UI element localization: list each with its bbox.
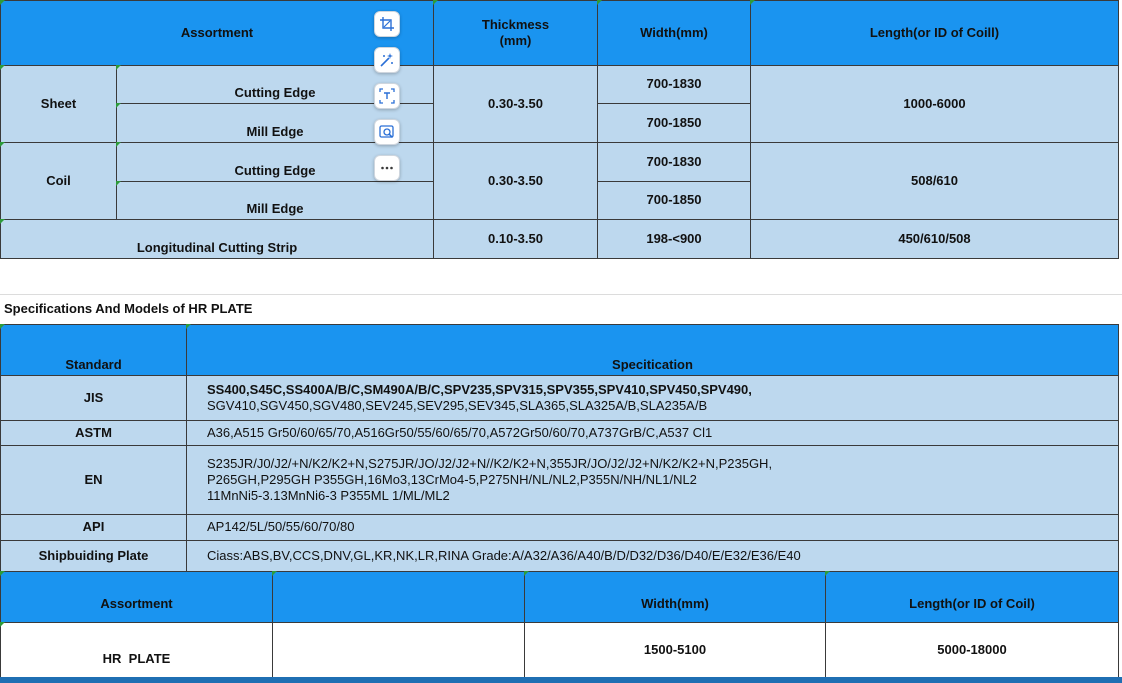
spec-jis xyxy=(186,375,1119,421)
coil-width-cutting: 700-1830 xyxy=(646,153,702,169)
coil-label: Coil xyxy=(46,172,71,188)
strip-thickness-cell xyxy=(433,219,598,259)
hr-header-assortment-label: Assortment xyxy=(100,595,173,611)
spec-line: A36,A515 Gr50/60/65/70,A516Gr50/55/60/65/70,A572Gr50/60/70,A737GrB/C,A537 Cl1 xyxy=(207,424,713,440)
header-length-label: Length(or ID of Coill) xyxy=(869,24,1000,40)
spec-line: P265GH,P295GH P355GH,16Mo3,13CrMo4-5,P275NH/NL/NL2,P355N/NH/NL1/NL2 xyxy=(207,471,697,487)
strip-length-cell xyxy=(750,219,1119,259)
section-title: Specifications And Models of HR PLATE xyxy=(4,301,253,316)
spec-api xyxy=(186,514,1119,541)
header-thickness xyxy=(433,0,598,66)
magic-wand-icon xyxy=(379,52,395,68)
coil-cutting-edge: Cutting Edge xyxy=(234,162,316,178)
sheet-width-cutting-cell xyxy=(597,65,751,104)
coil-mill-edge-cell xyxy=(116,181,434,220)
text-recognition-icon xyxy=(379,88,395,104)
standard-en xyxy=(0,445,187,515)
sheet-width-mill-cell xyxy=(597,103,751,143)
spec-line: S235JR/J0/J2/+N/K2/K2+N,S275JR/JO/J2/J2+N//K2/K2+N,355JR/JO/J2/J2+N/K2/K2+N,P235GH, xyxy=(207,455,773,471)
spec-en xyxy=(186,445,1119,515)
sheet-width-cutting: 700-1830 xyxy=(646,76,702,92)
hr-header-blank xyxy=(272,571,525,623)
crop-icon xyxy=(379,16,395,32)
crop-button[interactable] xyxy=(374,11,400,37)
sheet-width-mill: 700-1850 xyxy=(646,114,702,130)
hr-plate-width: 1500-5100 xyxy=(643,641,707,657)
hr-header-width-label: Width(mm) xyxy=(641,595,709,611)
more-button[interactable] xyxy=(374,155,400,181)
coil-label-cell xyxy=(0,142,117,220)
hr-header-assortment xyxy=(0,571,273,623)
header-thickness-label: Thickmess (mm) xyxy=(481,16,550,48)
sheet-cutting-edge: Cutting Edge xyxy=(234,84,316,100)
hr-plate-label-cell xyxy=(0,622,273,678)
coil-length-cell xyxy=(750,142,1119,220)
hr-plate-blank-cell xyxy=(272,622,525,678)
strip-length: 450/610/508 xyxy=(898,230,971,246)
sheet-thickness: 0.30-3.50 xyxy=(488,95,543,111)
hr-plate-label: HR PLATE xyxy=(102,650,171,666)
strip-label-cell xyxy=(0,219,434,259)
strip-label: Longitudinal Cutting Strip xyxy=(136,239,298,255)
coil-width-cutting-cell xyxy=(597,142,751,182)
hr-header-length xyxy=(825,571,1119,623)
header-specification xyxy=(186,324,1119,376)
more-icon xyxy=(379,160,395,176)
sheet-thickness-cell xyxy=(433,65,598,143)
hr-plate-length-cell xyxy=(825,622,1119,678)
image-search-icon xyxy=(379,124,395,140)
spec-line: AP142/5L/50/55/60/70/80 xyxy=(207,519,355,535)
sheet-length-cell xyxy=(750,65,1119,143)
bottom-blue-bar xyxy=(0,677,1122,683)
sheet-label: Sheet xyxy=(40,95,77,111)
standard-label: EN xyxy=(84,471,103,487)
strip-thickness: 0.10-3.50 xyxy=(488,230,543,246)
sheet-mill-edge: Mill Edge xyxy=(246,123,304,139)
standard-astm xyxy=(0,420,187,446)
header-standard-label: Standard xyxy=(65,356,122,372)
coil-length: 508/610 xyxy=(911,172,958,188)
standard-shipbuilding xyxy=(0,540,187,572)
spec-line: SGV410,SGV450,SGV480,SEV245,SEV295,SEV345,SLA365,SLA325A/B,SLA235A/B xyxy=(207,398,708,413)
standard-label: ASTM xyxy=(75,424,112,440)
spec-line: SS400,S45C,SS400A/B/C,SM490A/B/C,SPV235,SPV315,SPV355,SPV410,SPV450,SPV490, xyxy=(207,381,752,397)
standard-label: API xyxy=(82,519,105,535)
spec-line: 11MnNi5-3.13MnNi6-3 P355ML 1/ML/ML2 xyxy=(207,488,450,504)
spec-shipbuilding xyxy=(186,540,1119,572)
hr-header-width xyxy=(524,571,826,623)
hr-plate-width-cell xyxy=(524,622,826,678)
coil-thickness: 0.30-3.50 xyxy=(488,172,543,188)
header-standard xyxy=(0,324,187,376)
header-length xyxy=(750,0,1119,66)
coil-mill-edge: Mill Edge xyxy=(246,200,304,216)
image-search-button[interactable] xyxy=(374,119,400,145)
spec-astm xyxy=(186,420,1119,446)
sheet-label-cell xyxy=(0,65,117,143)
header-assortment-label: Assortment xyxy=(180,24,254,40)
header-assortment xyxy=(0,0,434,66)
magic-wand-button[interactable] xyxy=(374,47,400,73)
text-recognition-button[interactable] xyxy=(374,83,400,109)
standard-api xyxy=(0,514,187,541)
hr-plate-length: 5000-18000 xyxy=(937,641,1007,657)
coil-width-mill: 700-1850 xyxy=(646,192,702,208)
coil-thickness-cell xyxy=(433,142,598,220)
strip-width: 198-<900 xyxy=(646,230,702,246)
coil-width-mill-cell xyxy=(597,181,751,220)
spec-line: Ciass:ABS,BV,CCS,DNV,GL,KR,NK,LR,RINA Grade:A/A32/A36/A40/B/D/D32/D36/D40/E/E32/E36/E40 xyxy=(207,547,801,563)
hr-header-length-label: Length(or ID of Coil) xyxy=(909,595,1035,611)
standard-label: Shipbuiding Plate xyxy=(38,547,149,563)
sheet-length: 1000-6000 xyxy=(903,95,966,111)
header-width xyxy=(597,0,751,66)
strip-width-cell xyxy=(597,219,751,259)
grid-line xyxy=(0,294,1122,295)
standard-jis xyxy=(0,375,187,421)
header-width-label: Width(mm) xyxy=(640,24,708,40)
header-specification-label: Specitication xyxy=(612,356,693,372)
standard-label: JIS xyxy=(83,389,104,405)
